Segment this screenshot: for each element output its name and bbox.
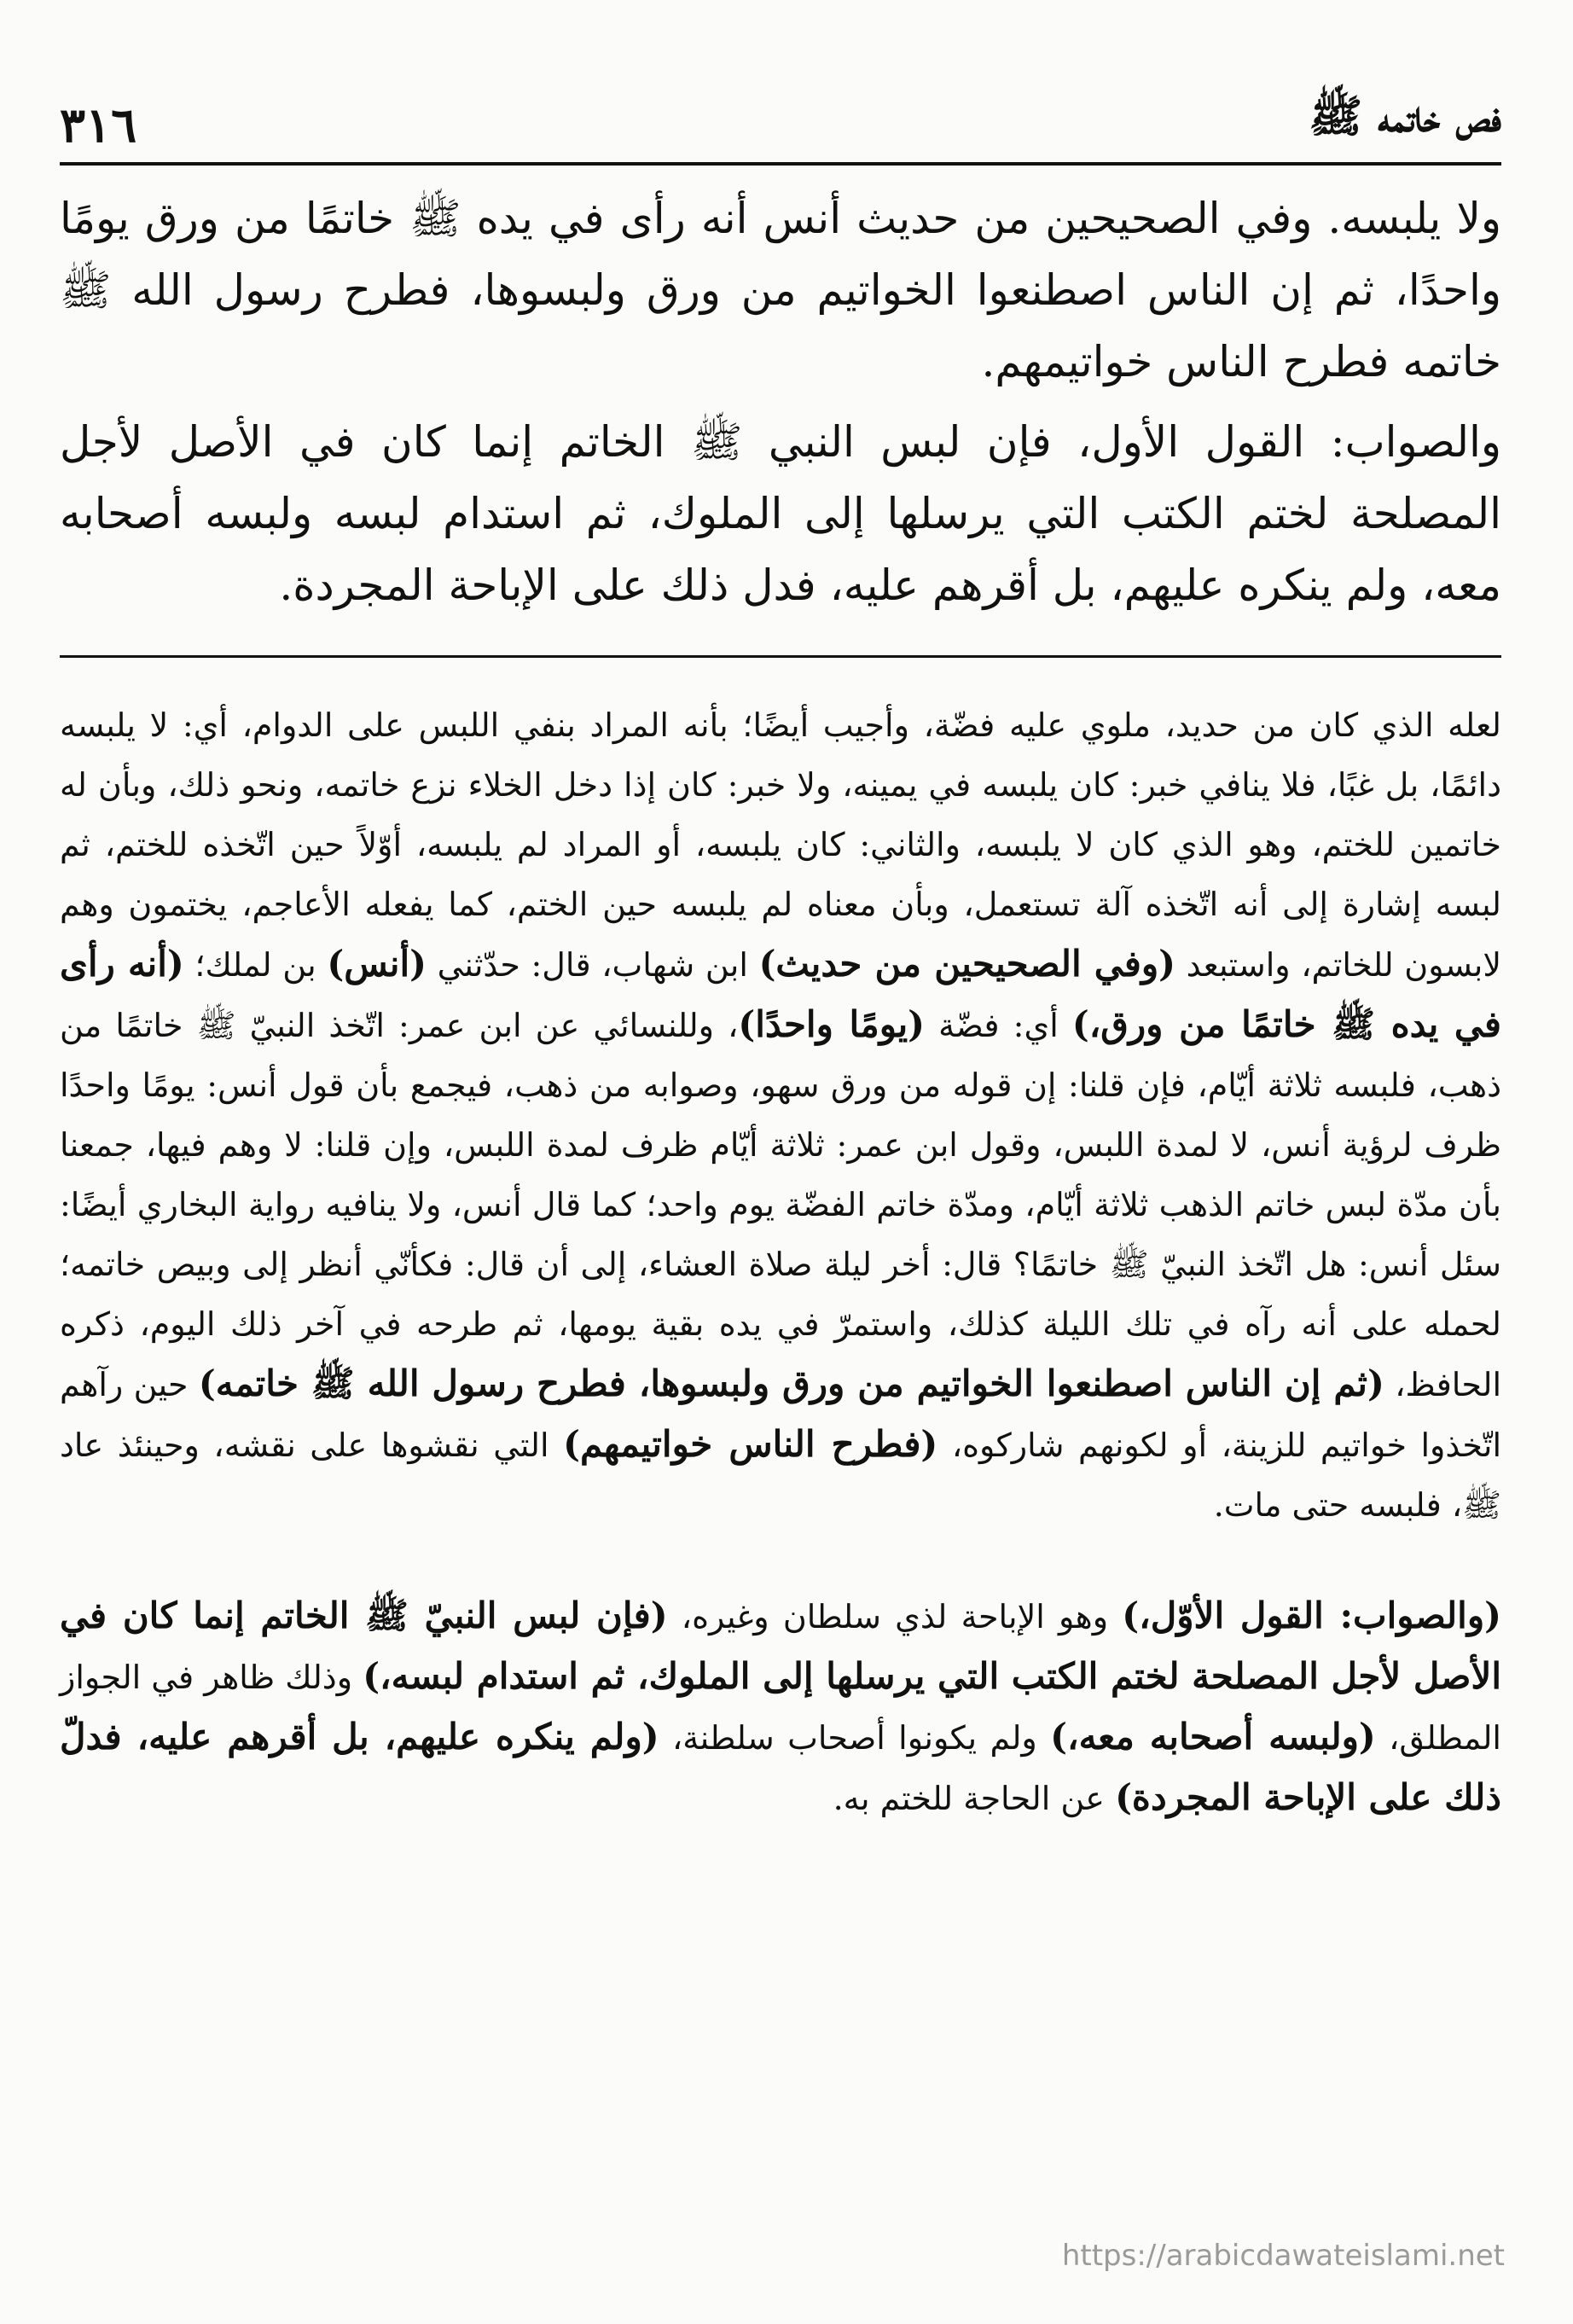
page-number: ٣١٦ (60, 97, 137, 154)
book-page (60, 77, 1501, 1828)
commentary-text: حين رآهم اتّخذوا خواتيم للزينة، أو لكونهم شاركوه، (60, 1366, 1502, 1464)
page-header (60, 77, 1501, 166)
quoted-text: (ولم ينكره عليهم، بل أقرهم عليه، فدلّ ذلك على الإباحة المجردة) (60, 1716, 1501, 1818)
commentary-text: بن لملك؛ (183, 946, 328, 984)
commentary-text: ، وللنسائي عن ابن عمر: اتّخذ النبيّ ﷺ خاتمًا من ذهب، فلبسه ثلاثة أيّام، فإن قلنا: إن قوله من ورق سهو، وصوابه من ذهب، فيجمع بأن قول أنس: يومًا واحدًا ظرف لرؤية أنس، لا لمدة اللبس، وقول ابن عمر: ثلاثة أيّام ظرف لمدة اللبس، وإن قلنا: لا وهم فيها، جمعنا بأن مدّة لبس خاتم الذهب ثلاثة أيّام، ومدّة خاتم الفضّة يوم واحد؛ كما قال أنس، ولا ينافيه رواية البخاري أيضًا: سئل أنس: هل اتّخذ النبيّ ﷺ خاتمًا؟ قال: أخر ليلة صلاة العشاء، إلى أن قال: فكأنّي أنظر إلى وبيص خاتمه؛ لحمله على أنه رآه في تلك الليلة كذلك، واستمرّ في يده بقية يومها، ثم طرحه في آخر ذلك اليوم، ذكره الحافظ، (60, 1007, 1502, 1403)
commentary-text: وذلك ظاهر في الجواز المطلق، (60, 1659, 1501, 1757)
separator-line (60, 655, 1501, 658)
quoted-text: (وفي الصحيحين من حديث) (758, 943, 1176, 985)
commentary-text: ابن شهاب، قال: حدّثني (427, 946, 759, 984)
commentary (60, 695, 1501, 1828)
main-text (60, 183, 1501, 621)
commentary-text: وهو الإباحة لذي سلطان وغيره، (667, 1598, 1123, 1636)
quoted-text: (فإن لبس النبيّ ﷺ الخاتم إنما كان في الأصل لأجل المصلحة لختم الكتب التي يرسلها إلى الملوك، ثم استدام لبسه،) (60, 1595, 1502, 1697)
quoted-text: (ولبسه أصحابه معه،) (1050, 1716, 1376, 1758)
quoted-text: (يومًا واحدًا) (738, 1003, 926, 1045)
running-title: فص خاتمه ﷺ (1309, 90, 1501, 142)
quoted-text: (والصواب: القول الأوّل،) (1122, 1595, 1502, 1636)
quoted-text: (فطرح الناس خواتيمهم) (563, 1423, 938, 1465)
main-paragraph: ولا يلبسه. وفي الصحيحين من حديث أنس أنه رأى في يده ﷺ خاتمًا من ورق يومًا واحدًا، ثم إن الناس اصطنعوا الخواتيم من ورق ولبسوها، فطرح رسول الله ﷺ خاتمه فطرح الناس خواتيمهم. (60, 194, 1501, 386)
quoted-text: (ثم إن الناس اصطنعوا الخواتيم من ورق ولبسوها، فطرح رسول الله ﷺ خاتمه) (198, 1362, 1384, 1404)
commentary-text: أي: فضّة (925, 1007, 1072, 1044)
commentary-paragraph (60, 695, 1501, 1535)
commentary-text: ولم يكونوا أصحاب سلطنة، (659, 1719, 1051, 1757)
commentary-text: لعله الذي كان من حديد، ملوي عليه فضّة، وأجيب أيضًا؛ بأنه المراد بنفي اللبس على الدوام، أي: لا يلبسه دائمًا، بل غبًا، فلا ينافي خبر: كان يلبسه في يمينه، ولا خبر: كان إذا دخل الخلاء نزع خاتمه، ونحو ذلك، وبأن له خاتمين للختم، وهو الذي كان لا يلبسه، والثاني: كان يلبسه، أو المراد لم يلبسه، أوّلاً حين اتّخذه للختم، ثم لبسه إشارة إلى أنه اتّخذه آلة تستعمل، وبأن معناه لم يلبسه حين الختم، كما يفعله الأعاجم، يختمون وهم لابسون للخاتم، واستبعد (60, 706, 1501, 984)
main-paragraph: والصواب: القول الأول، فإن لبس النبي ﷺ الخاتم إنما كان في الأصل لأجل المصلحة لختم الكتب التي يرسلها إلى الملوك، ثم استدام لبسه ولبسه أصحابه معه، ولم ينكره عليهم، بل أقرهم عليه، فدل ذلك على الإباحة المجردة. (60, 417, 1501, 610)
quoted-text: (أنس) (327, 943, 427, 985)
commentary-paragraph (60, 1586, 1501, 1828)
commentary-text: عن الحاجة للختم به. (833, 1780, 1116, 1817)
quoted-text: (أنه رأى في يده ﷺ خاتمًا من ورق،) (60, 943, 1502, 1045)
commentary-text: التي نقشوها على نقشه، وحينئذ عاد ﷺ، فلبسه حتى مات. (60, 1426, 1501, 1524)
watermark-url: https://arabicdawateislami.net (1061, 2239, 1505, 2273)
